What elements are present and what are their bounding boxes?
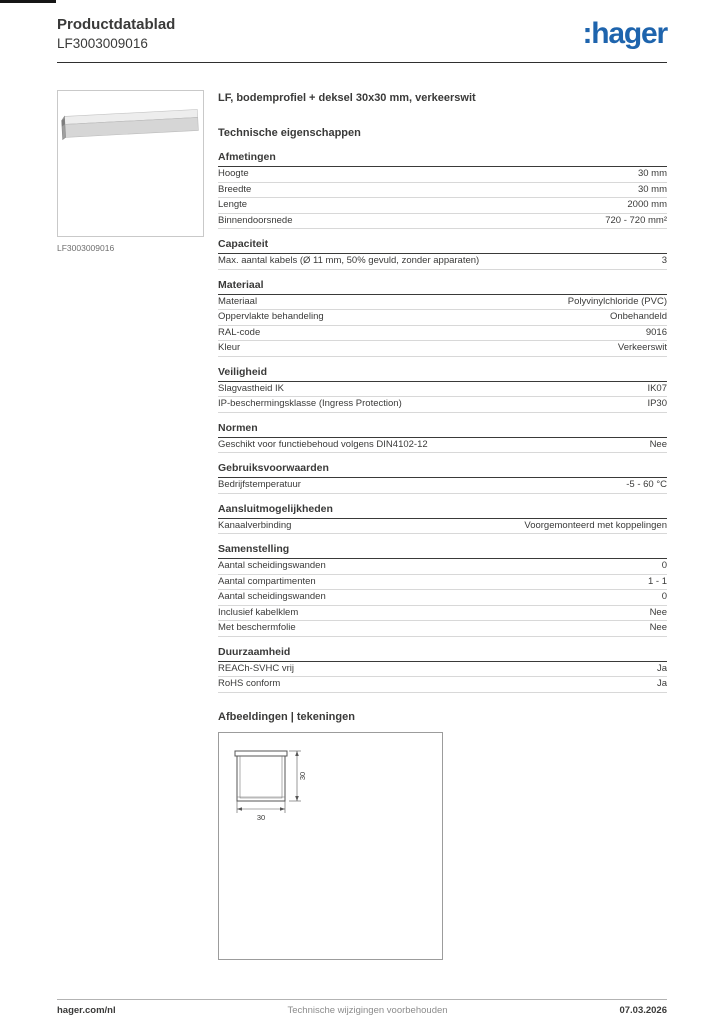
spec-section	[218, 453, 667, 494]
spec-row	[218, 662, 667, 678]
spec-value: Voorgemonteerd met koppelingen	[524, 519, 667, 531]
spec-label: Kanaalverbinding	[218, 519, 292, 531]
spec-value: Ja	[656, 662, 667, 674]
spec-label: Slagvastheid IK	[218, 382, 285, 394]
spec-label: Aantal compartimenten	[218, 575, 316, 587]
spec-section	[218, 229, 667, 270]
section-title: Veiligheid	[218, 357, 667, 382]
spec-label: Breedte	[218, 183, 252, 195]
spec-value: Nee	[649, 606, 667, 618]
dim-width-label: 30	[256, 812, 266, 822]
page-edge-artifact	[0, 0, 56, 3]
spec-value: Nee	[649, 438, 667, 450]
spec-row	[218, 478, 667, 494]
spec-label: Aantal scheidingswanden	[218, 591, 326, 602]
spec-section	[218, 494, 667, 535]
spec-row	[218, 397, 667, 413]
spec-value: Polyvinylchloride (PVC)	[567, 295, 667, 307]
spec-label: RoHS conform	[218, 678, 281, 689]
spec-section	[218, 142, 667, 229]
spec-label: Oppervlakte behandeling	[218, 311, 324, 322]
spec-value: Nee	[649, 622, 667, 633]
product-photo	[58, 91, 203, 236]
spec-label: Met beschermfolie	[218, 622, 296, 633]
spec-row	[218, 382, 667, 398]
spec-row	[218, 438, 667, 454]
spec-row	[218, 214, 667, 230]
spec-value: -5 - 60 °C	[626, 479, 667, 490]
spec-label: Hoogte	[218, 168, 249, 179]
spec-section	[218, 534, 667, 637]
product-code: LF3003009016	[57, 36, 148, 51]
spec-value: 0	[661, 591, 667, 602]
spec-row	[218, 606, 667, 622]
spec-label: Binnendoorsnede	[218, 214, 293, 226]
spec-section	[218, 357, 667, 413]
spec-row	[218, 183, 667, 199]
footer	[57, 1005, 667, 1016]
spec-label: Kleur	[218, 342, 241, 353]
product-photo-box	[57, 90, 204, 237]
spec-row	[218, 254, 667, 270]
spec-label: Inclusief kabelklem	[218, 606, 299, 618]
section-title: Aansluitmogelijkheden	[218, 494, 667, 519]
section-title: Gebruiksvoorwaarden	[218, 453, 667, 478]
document-header	[57, 16, 667, 52]
hager-logo: :hager	[582, 17, 667, 50]
spec-row	[218, 167, 667, 183]
spec-label: Aantal scheidingswanden	[218, 560, 326, 571]
spec-row	[218, 621, 667, 637]
product-title: LF, bodemprofiel + deksel 30x30 mm, verkeerswit	[218, 92, 476, 104]
doc-type-title: Productdatablad	[57, 16, 176, 33]
section-title: Materiaal	[218, 270, 667, 295]
spec-row	[218, 310, 667, 326]
spec-row	[218, 341, 667, 357]
footer-notice: Technische wijzigingen voorbehouden	[287, 1005, 448, 1016]
spec-label: RAL-code	[218, 326, 261, 338]
technical-drawing-box	[218, 732, 443, 960]
spec-label: Max. aantal kabels (Ø 11 mm, 50% gevuld, zonder apparaten)	[218, 255, 480, 266]
spec-value: 1 - 1	[647, 575, 667, 587]
drawings-heading: Afbeeldingen | tekeningen	[218, 710, 355, 723]
spec-value: 2000 mm	[627, 199, 667, 210]
spec-row	[218, 590, 667, 606]
spec-value: 30 mm	[637, 183, 667, 195]
section-title: Normen	[218, 413, 667, 438]
spec-section	[218, 270, 667, 357]
spec-value: IK07	[647, 382, 667, 394]
footer-date: 07.03.2026	[619, 1005, 667, 1016]
spec-section	[218, 413, 667, 454]
spec-row	[218, 677, 667, 693]
spec-value: 3	[661, 255, 667, 266]
section-title: Samenstelling	[218, 534, 667, 559]
header-rule	[57, 62, 667, 63]
spec-value: 0	[661, 560, 667, 571]
spec-value: 720 - 720 mm²	[605, 214, 667, 226]
dim-height-label: 30	[298, 771, 307, 780]
spec-row	[218, 519, 667, 535]
spec-label: Materiaal	[218, 295, 258, 307]
main-content	[218, 90, 667, 960]
spec-row	[218, 295, 667, 311]
spec-label: REACh-SVHC vrij	[218, 662, 295, 674]
spec-value: IP30	[647, 398, 667, 409]
spec-value: Verkeerswit	[617, 342, 667, 353]
photo-caption: LF3003009016	[57, 243, 115, 253]
footer-link[interactable]: hager.com/nl	[57, 1005, 116, 1016]
section-title: Capaciteit	[218, 229, 667, 254]
spec-value: Onbehandeld	[609, 311, 667, 322]
spec-value: Ja	[656, 678, 667, 689]
spec-sections	[218, 142, 667, 693]
specs-heading: Technische eigenschappen	[218, 127, 361, 139]
spec-label: Bedrijfstemperatuur	[218, 479, 301, 490]
spec-row	[218, 326, 667, 342]
spec-label: Geschikt voor functiebehoud volgens DIN4102-12	[218, 438, 428, 450]
spec-row	[218, 575, 667, 591]
section-title: Afmetingen	[218, 142, 667, 167]
spec-label: Lengte	[218, 199, 248, 210]
technical-drawing	[225, 739, 335, 839]
spec-label: IP-beschermingsklasse (Ingress Protection)	[218, 398, 402, 409]
footer-rule	[57, 999, 667, 1000]
spec-row	[218, 559, 667, 575]
spec-value: 9016	[645, 326, 667, 338]
spec-row	[218, 198, 667, 214]
spec-value: 30 mm	[637, 168, 667, 179]
spec-section	[218, 637, 667, 693]
section-title: Duurzaamheid	[218, 637, 667, 662]
